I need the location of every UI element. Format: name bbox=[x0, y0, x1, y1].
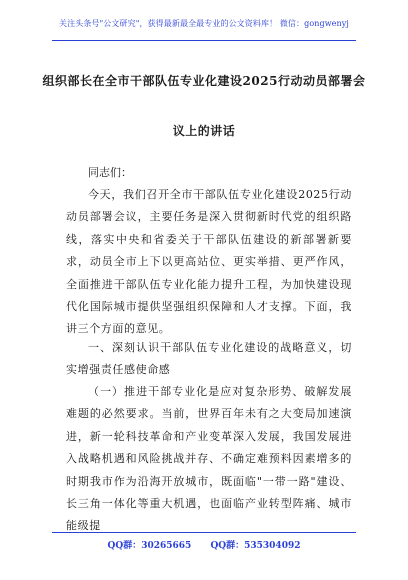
footer-qq-group-1: QQ群：30265665 bbox=[107, 541, 192, 551]
paragraph-intro: 今天，我们召开全市干部队伍专业化建设2025行动动员部署会议，主要任务是深入贯彻新时代党的组织路线，落实中央和省委关于干部队伍建设的新部署新要求，动员全市上下以更高站位、更实举措、更严作风，全面推进干部队伍专业化能力提升工程，为加快建设现代化国际城市提供坚强组织保障和人才支撑。下面，我讲三个方面的意见。 bbox=[66, 188, 352, 336]
document-title-line2: 议上的讲话 bbox=[172, 124, 236, 138]
footer-qq-group-2: QQ群：535304092 bbox=[210, 541, 301, 551]
footer bbox=[0, 538, 408, 551]
header-divider bbox=[52, 40, 356, 41]
salutation: 同志们： bbox=[88, 166, 132, 179]
footer-divider bbox=[52, 532, 356, 533]
section-heading-1: 一、深刻认识干部队伍专业化建设的战略意义，切实增强责任感使命感 bbox=[66, 341, 352, 377]
subsection-paragraph-1: （一）推进干部专业化是应对复杂形势、破解发展难题的必然要求。当前，世界百年未有之大变局加速演进，新一轮科技革命和产业变革深入发展，我国发展进入战略机遇和风险挑战并存、不确定难预料因素增多的时期我市作为沿海开放城市，既面临"一带一路"建设、长三角一体化等重大机遇，也面临产业转型阵痛、城市能级提 bbox=[66, 385, 352, 533]
document-title-line1: 组织部长在全市干部队伍专业化建设2025行动动员部署会 bbox=[42, 74, 366, 88]
header-banner: 关注头条号"公文研究"，获得最新最全最专业的公文资料库！ 微信：gongwenyj bbox=[59, 19, 349, 28]
